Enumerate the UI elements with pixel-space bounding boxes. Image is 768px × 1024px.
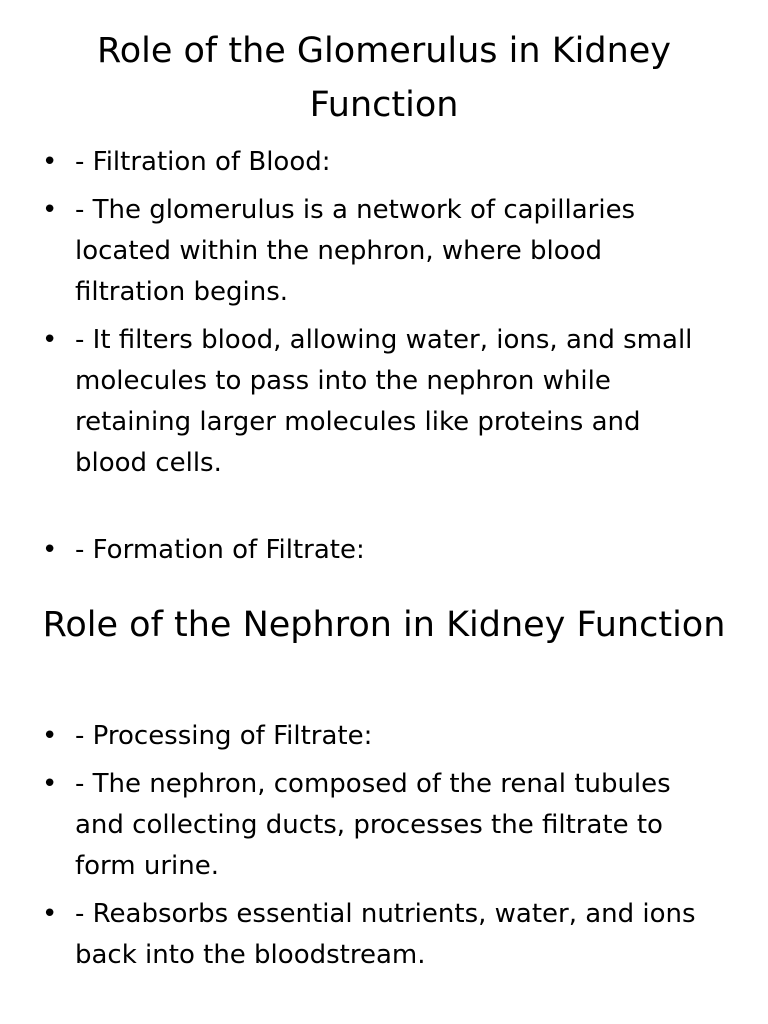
bullet-text: - It filters blood, allowing water, ions, and small molecules to pass into the nephron while retaining larger molecules like proteins and blood cells. — [75, 325, 693, 478]
bullet-icon: • — [42, 721, 58, 751]
bullet-icon: • — [42, 325, 58, 355]
list-item — [0, 320, 768, 484]
bullet-text: - The glomerulus is a network of capillaries located within the nephron, where blood filtration begins. — [75, 195, 636, 307]
bullet-icon: • — [42, 899, 58, 929]
list-item — [0, 716, 768, 757]
list-item — [0, 530, 768, 571]
section-title-nephron: Role of the Nephron in Kidney Function — [42, 605, 726, 645]
bullet-list-nephron — [0, 716, 768, 983]
bullet-text: - Reabsorbs essential nutrients, water, and ions back into the bloodstream. — [75, 899, 696, 970]
bullet-text: - Formation of Filtrate: — [75, 535, 365, 565]
list-item — [0, 142, 768, 183]
bullet-icon: • — [42, 195, 58, 225]
list-item — [0, 190, 768, 313]
bullet-text: - Processing of Filtrate: — [75, 721, 373, 751]
bullet-icon: • — [42, 147, 58, 177]
list-item — [0, 894, 768, 976]
list-item — [0, 764, 768, 887]
bullet-text: - The nephron, composed of the renal tubules and collecting ducts, processes the filtrate to form urine. — [75, 769, 671, 881]
section-title-glomerulus: Role of the Glomerulus in Kidney Function — [96, 31, 672, 125]
bullet-icon: • — [42, 769, 58, 799]
bullet-icon: • — [42, 535, 58, 565]
bullet-list-glomerulus — [0, 142, 768, 578]
bullet-text: - Filtration of Blood: — [75, 147, 331, 177]
